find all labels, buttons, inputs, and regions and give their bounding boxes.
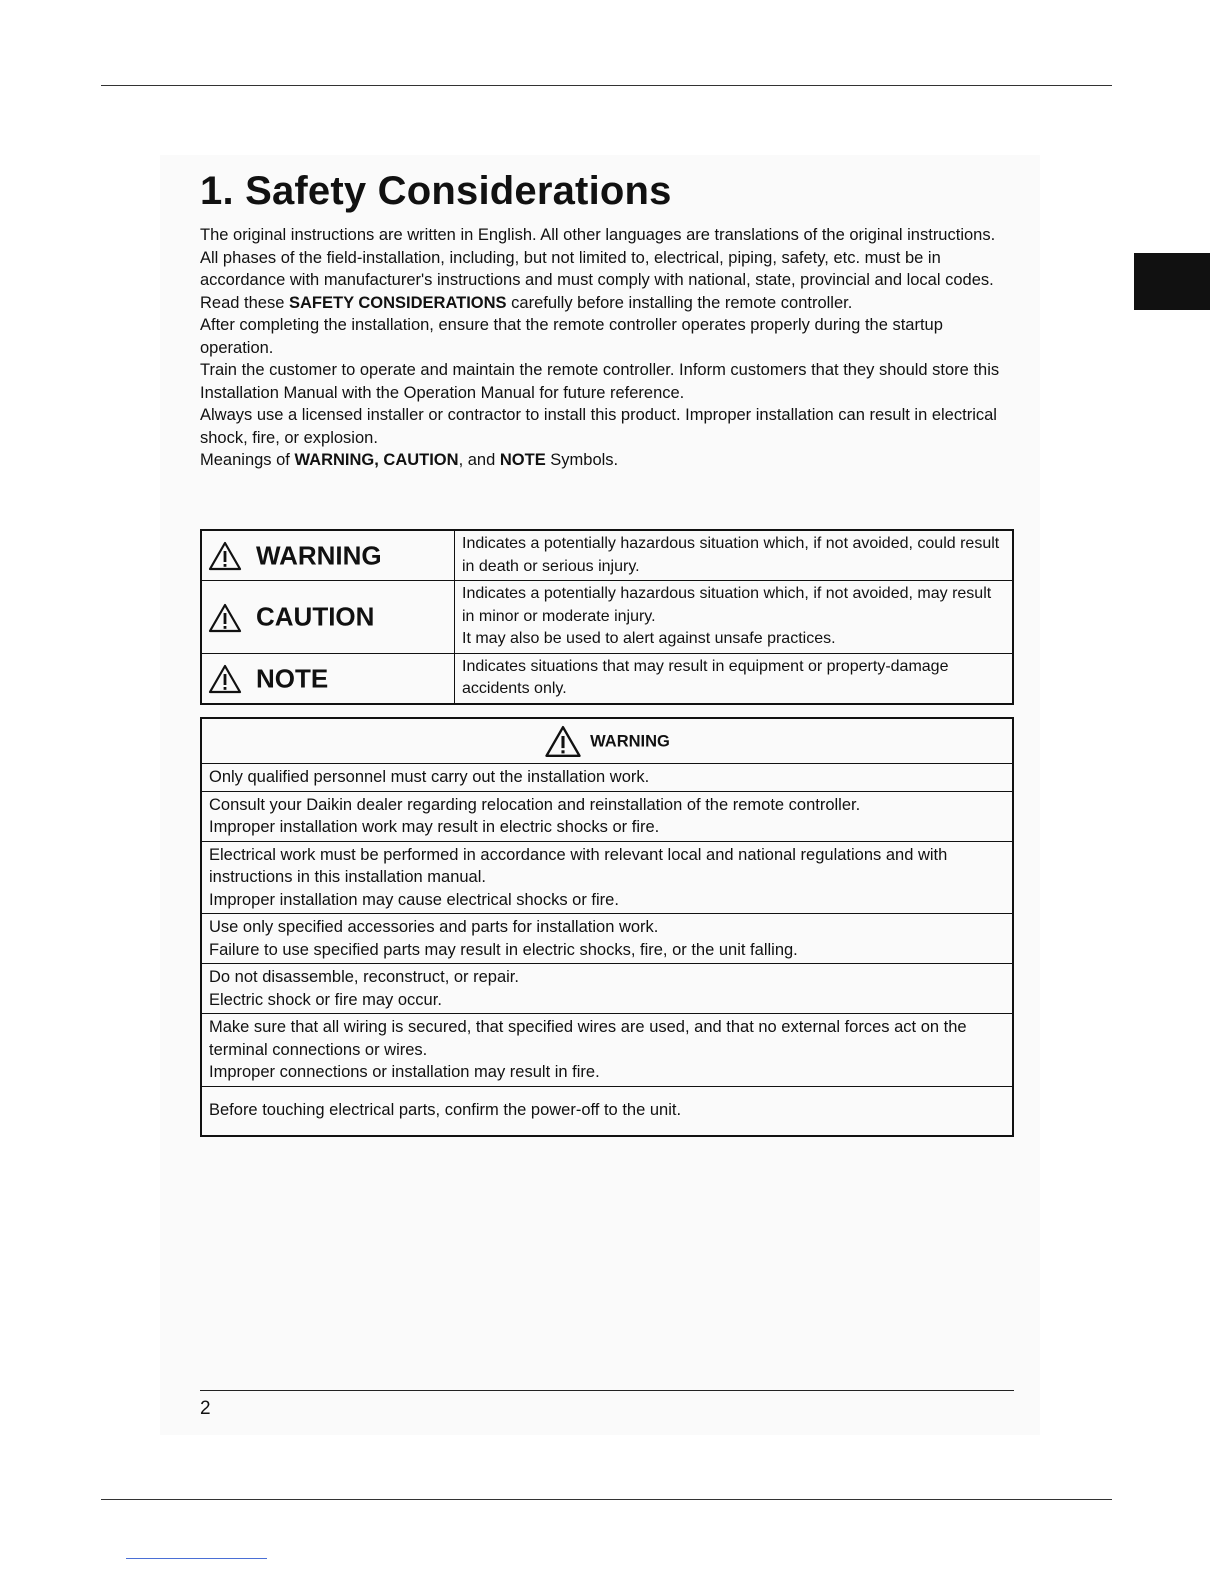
symbol-description: Indicates situations that may result in equipment or property-damage accidents only. (455, 653, 1014, 704)
intro-paragraph (200, 449, 1012, 472)
text-run: Meanings of (200, 451, 295, 469)
symbol-label: CAUTION (256, 602, 375, 633)
intro-paragraph: Always use a licensed installer or contractor to install this product. Improper installation can result in electrical shock, fire, or explosion. (200, 406, 997, 447)
warning-line: Do not disassemble, reconstruct, or repair. (209, 968, 519, 986)
warning-line: Use only specified accessories and parts for installation work. (209, 918, 659, 936)
description-line: Indicates a potentially hazardous situation which, if not avoided, may result in minor or moderate injury. (462, 585, 992, 625)
description-line: It may also be used to alert against unsafe practices. (462, 630, 836, 647)
section-tab-marker (1134, 253, 1210, 310)
warning-row (201, 914, 1013, 964)
symbol-row-note (201, 653, 1013, 704)
warning-triangle-icon (208, 664, 242, 694)
text-run: Read these (200, 293, 289, 312)
warning-row (201, 791, 1013, 841)
intro-paragraph: After completing the installation, ensure that the remote controller operates properly during the startup operation. (200, 316, 943, 357)
bottom-rule (101, 1499, 1112, 1500)
symbol-label-cell (201, 653, 455, 704)
link-underline (126, 1558, 267, 1559)
warning-line: Improper connections or installation may result in fire. (209, 1063, 600, 1081)
bold-text: NOTE (499, 451, 546, 469)
warning-heading-label: WARNING (590, 731, 670, 750)
symbol-description: Indicates a potentially hazardous situation which, if not avoided, could result in death or serious injury. (455, 530, 1014, 581)
warning-line: Before touching electrical parts, confirm the power-off to the unit. (209, 1101, 682, 1120)
page-title: 1. Safety Considerations (200, 169, 672, 213)
warning-row (201, 841, 1013, 914)
bold-text: WARNING, CAUTION (294, 451, 459, 469)
warning-triangle-icon (208, 603, 242, 633)
warning-line: Electric shock or fire may occur. (209, 990, 442, 1009)
symbol-label-cell (201, 581, 455, 654)
warning-heading (201, 718, 1013, 764)
header-rule (101, 85, 1112, 86)
warning-cell (201, 764, 1013, 792)
warning-cell (201, 841, 1013, 914)
warning-cell (201, 1086, 1013, 1136)
text-run: carefully before installing the remote controller. (506, 293, 853, 312)
warning-cell (201, 914, 1013, 964)
bold-text: SAFETY CONSIDERATIONS (288, 293, 507, 312)
warning-row (201, 964, 1013, 1014)
warning-line: Improper installation may cause electrical shocks or fire. (209, 890, 619, 909)
warning-cell (201, 1014, 1013, 1087)
symbol-row-warning (201, 530, 1013, 581)
page-number: 2 (200, 1398, 211, 1419)
intro-text (200, 224, 1012, 472)
warning-line: Make sure that all wiring is secured, that specified wires are used, and that no external forces act on the terminal connections or wires. (209, 1018, 967, 1059)
symbol-label: WARNING (256, 540, 382, 571)
intro-paragraph (200, 292, 1012, 315)
intro-paragraph: All phases of the field-installation, including, but not limited to, electrical, piping, safety, etc. must be in accordance with manufacturer's instructions and must comply with national, state, provincial and local codes. (200, 248, 994, 289)
warning-heading-row (201, 718, 1013, 764)
intro-paragraph: The original instructions are written in English. All other languages are translations of the original instructions. (200, 226, 996, 244)
warning-row (201, 1086, 1013, 1136)
warning-triangle-icon (544, 725, 582, 758)
symbol-label: NOTE (256, 663, 329, 694)
warning-triangle-icon (208, 541, 242, 571)
symbol-meanings-table (200, 529, 1014, 705)
intro-paragraph: Train the customer to operate and maintain the remote controller. Inform customers that they should store this Installation Manual with the Operation Manual for future reference. (200, 361, 1000, 402)
symbol-description (455, 581, 1014, 654)
symbol-row-caution (201, 581, 1013, 654)
warning-line: Electrical work must be performed in accordance with relevant local and national regulations and with instructions in this installation manual. (209, 845, 948, 886)
warning-line: Consult your Daikin dealer regarding relocation and reinstallation of the remote controller. (209, 795, 861, 814)
footer-rule (200, 1390, 1014, 1391)
page-content (160, 155, 1040, 1435)
warning-box (200, 717, 1014, 1137)
warning-line: Only qualified personnel must carry out the installation work. (209, 768, 650, 786)
symbol-label-cell (201, 530, 455, 581)
warning-row (201, 764, 1013, 792)
warning-line: Failure to use specified parts may result in electric shocks, fire, or the unit falling. (209, 940, 798, 959)
text-run: Symbols. (545, 451, 619, 469)
warning-row (201, 1014, 1013, 1087)
warning-cell (201, 964, 1013, 1014)
warning-cell (201, 791, 1013, 841)
text-run: , and (458, 451, 500, 469)
warning-line: Improper installation work may result in electric shocks or fire. (209, 818, 660, 836)
